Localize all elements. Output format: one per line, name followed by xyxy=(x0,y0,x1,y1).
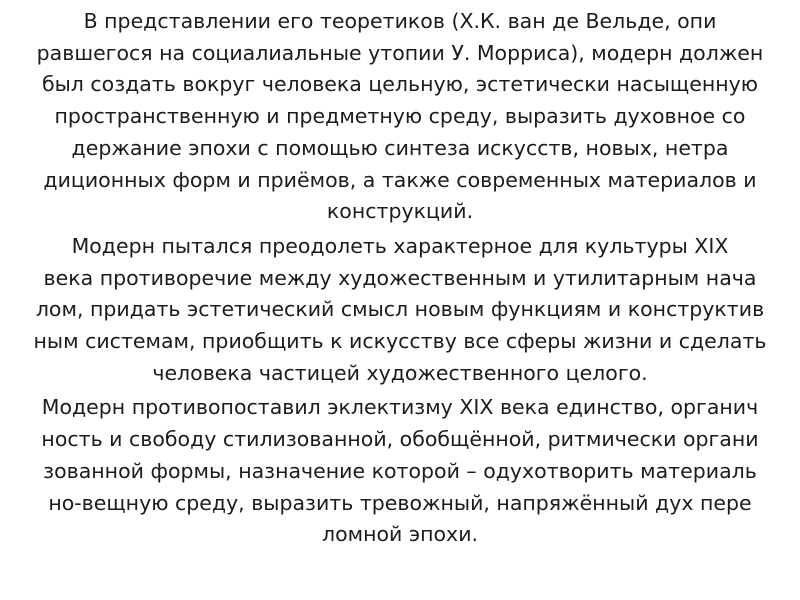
text-line: зованной формы, назначение которой – одухотворить материаль xyxy=(43,458,757,483)
text-line: конструкций. xyxy=(326,199,474,224)
text-line: держание эпохи с помощью синтеза искусств, новых, нетра xyxy=(71,135,729,160)
text-line: равшегося на социалиальные утопии У. Морриса), модерн должен xyxy=(36,40,764,65)
text-line: человека частицей художественного целого. xyxy=(152,360,648,385)
text-line: Модерн пытался преодолеть характерное для культуры XIX xyxy=(71,233,729,258)
text-line: Модерн противопоставил эклектизму XIX века единство, органич xyxy=(41,395,759,420)
text-line: но-вещную среду, выразить тревожный, напряжённый дух пере xyxy=(48,490,752,515)
text-line: века противоречие между художественным и утилитарным нача xyxy=(43,265,757,290)
text-line: лом, придать эстетический смысл новым функциям и конструктив xyxy=(35,297,765,322)
text-line: ность и свободу стилизованной, обобщённой, ритмически органи xyxy=(41,427,759,452)
text-line: В представлении его теоретиков (Х.К. ван де Вельде, опи xyxy=(83,9,717,33)
text-line: ным системам, приобщить к искусству все сферы жизни и сделать xyxy=(33,329,767,354)
paragraph-3 xyxy=(8,392,792,551)
paragraph-1 xyxy=(8,6,792,228)
text-line: ломной эпохи. xyxy=(321,522,479,547)
text-line: пространственную и предметную среду, выразить духовное со xyxy=(54,104,746,129)
paragraph-2 xyxy=(8,231,792,390)
text-line: диционных форм и приёмов, а также современных материалов и xyxy=(43,167,757,192)
text-line: был создать вокруг человека цельную, эстетически насыщенную xyxy=(41,72,759,97)
